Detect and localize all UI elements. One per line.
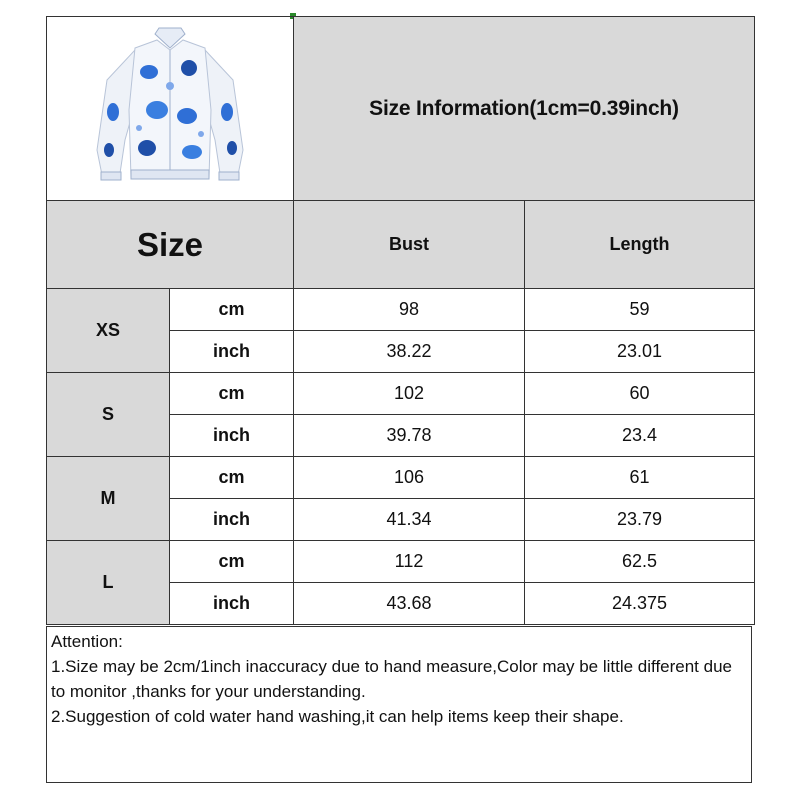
bust-value-text: 112 <box>394 551 424 571</box>
table-row <box>47 541 755 583</box>
bust-value-text: 41.34 <box>386 509 432 529</box>
unit-cell <box>170 331 294 373</box>
size-name: M <box>100 488 116 508</box>
size-chart <box>46 16 754 784</box>
unit-label: inch <box>212 509 250 529</box>
size-cell <box>47 289 170 373</box>
unit-cell <box>170 373 294 415</box>
size-table <box>46 16 755 625</box>
unit-cell <box>170 499 294 541</box>
attention-line-1: 1.Size may be 2cm/1inch inaccuracy due to hand measure,Color may be little different due to monitor ,thanks for your understanding. <box>51 657 732 701</box>
length-value-text: 62.5 <box>621 551 658 571</box>
unit-cell <box>170 289 294 331</box>
length-value <box>525 331 755 373</box>
length-value-text: 23.4 <box>621 425 658 445</box>
attention-heading: Attention: <box>51 632 123 651</box>
bust-value-text: 38.22 <box>386 341 432 361</box>
length-value <box>525 583 755 625</box>
bust-value-text: 98 <box>398 299 420 319</box>
unit-cell <box>170 583 294 625</box>
length-value-text: 60 <box>629 383 650 403</box>
bust-header-cell <box>294 201 525 289</box>
unit-label: inch <box>212 593 250 613</box>
length-value-text: 61 <box>629 467 650 487</box>
product-photo-cell <box>47 17 294 201</box>
unit-label: cm <box>218 467 245 487</box>
length-value <box>525 373 755 415</box>
length-value-text: 24.375 <box>611 593 668 613</box>
size-cell <box>47 457 170 541</box>
length-header: Length <box>609 234 670 254</box>
attention-box <box>46 626 752 783</box>
length-header-cell <box>525 201 755 289</box>
blouse-photo <box>77 20 263 198</box>
unit-cell <box>170 415 294 457</box>
size-cell <box>47 541 170 625</box>
bust-value-text: 102 <box>393 383 425 403</box>
bust-value <box>294 541 525 583</box>
size-cell <box>47 373 170 457</box>
bust-value <box>294 457 525 499</box>
table-row <box>47 289 755 331</box>
size-header: Size <box>136 225 204 263</box>
size-header-cell <box>47 201 294 289</box>
bust-value-text: 106 <box>393 467 425 487</box>
bust-value <box>294 331 525 373</box>
bust-value <box>294 415 525 457</box>
attention-line-2: 2.Suggestion of cold water hand washing,it can help items keep their shape. <box>51 707 624 726</box>
size-name: L <box>102 572 114 592</box>
size-name: XS <box>95 320 120 340</box>
bust-value <box>294 583 525 625</box>
bust-value <box>294 289 525 331</box>
unit-label: cm <box>218 299 245 319</box>
length-value <box>525 289 755 331</box>
bust-header: Bust <box>389 234 429 254</box>
unit-label: inch <box>212 341 250 361</box>
size-name: S <box>101 404 114 424</box>
unit-label: cm <box>218 383 245 403</box>
length-value <box>525 457 755 499</box>
unit-label: inch <box>212 425 250 445</box>
length-value-text: 23.01 <box>616 341 663 361</box>
bust-value-text: 39.78 <box>386 425 432 445</box>
bust-value <box>294 373 525 415</box>
length-value-text: 59 <box>629 299 650 319</box>
bust-value-text: 43.68 <box>386 593 432 613</box>
length-value <box>525 415 755 457</box>
table-row <box>47 373 755 415</box>
unit-label: cm <box>218 551 245 571</box>
length-value-text: 23.79 <box>616 509 663 529</box>
unit-cell <box>170 541 294 583</box>
unit-cell <box>170 457 294 499</box>
length-value <box>525 541 755 583</box>
bust-value <box>294 499 525 541</box>
length-value <box>525 499 755 541</box>
title-cell <box>294 17 755 201</box>
table-row <box>47 457 755 499</box>
chart-title: Size Information(1cm=0.39inch) <box>369 96 679 120</box>
